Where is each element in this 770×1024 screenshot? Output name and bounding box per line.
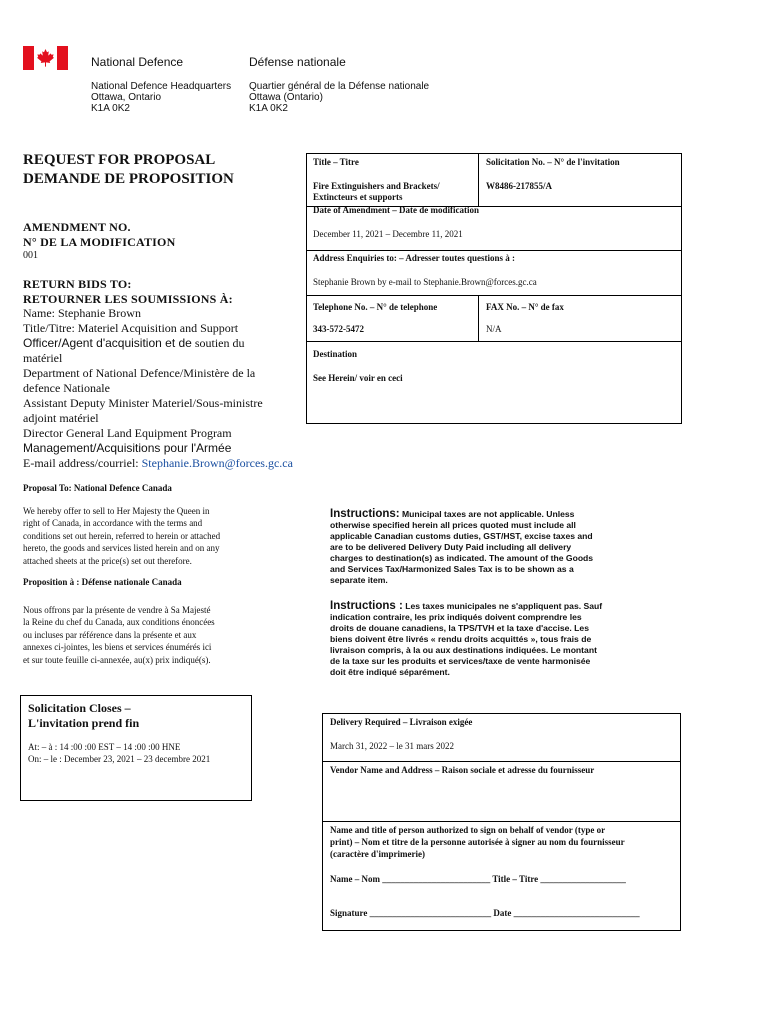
divider (323, 821, 680, 822)
header-en-address (91, 81, 231, 114)
amendment-date-label: Date of Amendment – Date de modification (313, 205, 479, 215)
instructions-heading: Instructions : (330, 600, 403, 612)
department-line: defence Nationale (23, 381, 110, 395)
solicitation-number-value: W8486-217855/A (486, 181, 552, 191)
adm-line: adjoint matériel (23, 411, 99, 425)
instruction-line: otherwise specified herein all prices quoted must include all (330, 520, 576, 530)
closing-title-fr: L'invitation prend fin (28, 716, 140, 730)
closing-date: On: – le : December 23, 2021 – 23 decembre 2021 (28, 754, 211, 764)
email-link[interactable]: Stephanie.Brown@forces.gc.ca (141, 456, 293, 470)
fax-label: FAX No. – N° de fax (486, 302, 564, 312)
instruction-line (330, 509, 660, 520)
title-value-en: Fire Extinguishers and Brackets/ (313, 181, 440, 191)
vendor-label: Vendor Name and Address – Raison sociale et adresse du fournisseur (330, 765, 595, 775)
vendor-table (322, 713, 681, 931)
title-value (313, 181, 440, 203)
instruction-line: droits de douane canadiens, la TPS/TVH et la taxe d'accise. Les (330, 623, 589, 633)
paragraph-line: attached sheets at the price(s) set out therefore. (23, 555, 192, 566)
return-bids-address (23, 306, 313, 471)
instruction-text: Municipal taxes are not applicable. Unless (399, 509, 575, 519)
document-title (23, 151, 234, 189)
divider (323, 761, 680, 762)
title-line-en: REQUEST FOR PROPOSAL (23, 152, 216, 168)
instruction-text: Les taxes municipales ne s'appliquent pas. Sauf (402, 601, 603, 611)
divider (478, 295, 479, 341)
closing-details (28, 741, 210, 765)
title-label: Title – Titre (313, 157, 359, 167)
instructions-en (330, 509, 660, 586)
paragraph-line: Nous offrons par la présente de vendre à Sa Majesté (23, 605, 211, 615)
delivery-label: Delivery Required – Livraison exigée (330, 717, 473, 727)
instructions-fr (330, 601, 660, 678)
proposal-heading-fr: Proposition à : Défense nationale Canada (23, 577, 182, 587)
title-value-fr: Extincteurs et supports (313, 192, 403, 202)
return-bids-heading (23, 277, 233, 307)
name-title-field[interactable]: Name – Nom ________________________ Title – Titre ___________________ (330, 874, 626, 884)
auth-line: print) – Nom et titre de la personne autorisée à signer au nom du fournisseur (330, 837, 625, 847)
address-line: National Defence Headquarters (91, 81, 232, 92)
paragraph-line: ou incluses par référence dans la présente et aux (23, 629, 197, 640)
proposal-body-en (23, 505, 220, 567)
instruction-line: doit être indiqué séparément. (330, 667, 450, 677)
address-line: Ottawa, Ontario (91, 92, 162, 103)
department-line: Department of National Defence/Ministère de la (23, 366, 256, 380)
instruction-line: separate item. (330, 575, 388, 585)
email-line (23, 456, 313, 471)
paragraph-line: la Reine du chef du Canada, aux conditions énoncées (23, 617, 215, 628)
solicitation-closes-box (20, 695, 252, 801)
destination-label: Destination (313, 349, 358, 359)
return-bids-label-en: RETURN BIDS TO: (23, 277, 132, 291)
destination-value: See Herein/ voir en ceci (313, 373, 403, 383)
instruction-line: charges to destination(s) as indicated. The amount of the Goods (330, 553, 594, 563)
address-line: K1A 0K2 (91, 103, 130, 114)
amendment-number: 001 (23, 250, 38, 261)
title-line-fr: DEMANDE DE PROPOSITION (23, 171, 234, 187)
enquiries-value: Stephanie Brown by e-mail to Stephanie.Brown@forces.gc.ca (313, 277, 537, 287)
divider (307, 250, 681, 251)
address-line: Ottawa (Ontario) (249, 92, 323, 103)
phone-value: 343-572-5472 (313, 324, 364, 334)
proposal-heading-en: Proposal To: National Defence Canada (23, 483, 172, 493)
closing-time: At: – à : 14 :00 :00 EST – 14 :00 :00 HNE (28, 742, 181, 752)
amendment-date-value: December 11, 2021 – Decembre 11, 2021 (313, 229, 463, 239)
auth-line: Name and title of person authorized to sign on behalf of vendor (type or (330, 825, 606, 835)
divider (307, 341, 681, 342)
adm-line: Assistant Deputy Minister Materiel/Sous-ministre (23, 396, 263, 410)
amendment-label-fr: N° DE LA MODIFICATION (23, 235, 176, 249)
contact-title-cont: matériel (23, 351, 63, 365)
instruction-line: are to be delivered Delivery Duty Paid including all delivery (330, 542, 572, 552)
contact-title: Title/Titre: Materiel Acquisition and Support (23, 321, 239, 335)
delivery-date: March 31, 2022 – le 31 mars 2022 (330, 741, 454, 751)
title-fragment: Officer/Agent d'acquisition et de (23, 336, 192, 350)
proposal-body-fr (23, 604, 215, 666)
fax-value: N/A (486, 324, 502, 334)
solicitation-number-label: Solicitation No. – N° de l'invitation (486, 157, 620, 167)
instruction-line: livraison compris, à la ou aux destinations indiquées. Le montant (330, 645, 597, 655)
paragraph-line: We hereby offer to sell to Her Majesty the Queen in (23, 506, 210, 516)
contact-name: Name: Stephanie Brown (23, 306, 141, 320)
header-en-title: National Defence (91, 55, 184, 69)
auth-line: (caractère d'imprimerie) (330, 849, 426, 859)
address-line: Quartier général de la Défense nationale (249, 81, 430, 92)
return-bids-label-fr: RETOURNER LES SOUMISSIONS À: (23, 292, 233, 306)
instruction-line: and Services Tax/Harmonized Sales Tax is to be shown as a (330, 564, 574, 574)
solicitation-info-table (306, 153, 682, 424)
paragraph-line: right of Canada, in accordance with the terms and (23, 518, 203, 529)
signature-date-field[interactable]: Signature ___________________________ Date ____________________________ (330, 908, 640, 918)
contact-title-cont (23, 336, 313, 351)
closing-title-en: Solicitation Closes – (28, 701, 131, 715)
header-fr-title: Défense nationale (249, 55, 346, 69)
divider (307, 295, 681, 296)
amendment-block (23, 220, 175, 250)
instructions-heading: Instructions: (330, 508, 400, 520)
phone-label: Telephone No. – N° de telephone (313, 302, 438, 312)
canada-flag-logo (23, 46, 68, 70)
dg-line: Director General Land Equipment Program (23, 426, 232, 440)
paragraph-line: annexes ci-jointes, les biens et services énumérés ici (23, 642, 212, 653)
email-label: E-mail address/courriel: (23, 456, 142, 470)
instruction-line (330, 601, 660, 612)
header-fr-address (249, 81, 429, 114)
paragraph-line: conditions set out herein, referred to herein or attached (23, 530, 221, 541)
instruction-line: indication contraire, les prix indiqués doivent comprendre les (330, 612, 582, 622)
instruction-line: biens doivent être livrés « rendu droits acquittés », tous frais de (330, 634, 592, 644)
paragraph-line: hereto, the goods and services listed herein and on any (23, 543, 220, 554)
amendment-label-en: AMENDMENT NO. (23, 220, 131, 234)
divider (478, 154, 479, 206)
dg-line: Management/Acquisitions pour l'Armée (23, 441, 232, 455)
title-fragment: soutien du (191, 336, 245, 350)
authorized-person-label (330, 824, 625, 860)
enquiries-label: Address Enquiries to: – Adresser toutes questions à : (313, 253, 516, 263)
instruction-line: de la taxe sur les produits et services/taxe de vente harmonisée (330, 656, 591, 666)
closing-title (28, 701, 139, 731)
paragraph-line: et sur toute feuille ci-annexée, au(x) prix indiqué(s). (23, 654, 211, 665)
instruction-line: applicable Canadian customs duties, GST/HST, excise taxes and (330, 531, 593, 541)
address-line: K1A 0K2 (249, 103, 288, 114)
